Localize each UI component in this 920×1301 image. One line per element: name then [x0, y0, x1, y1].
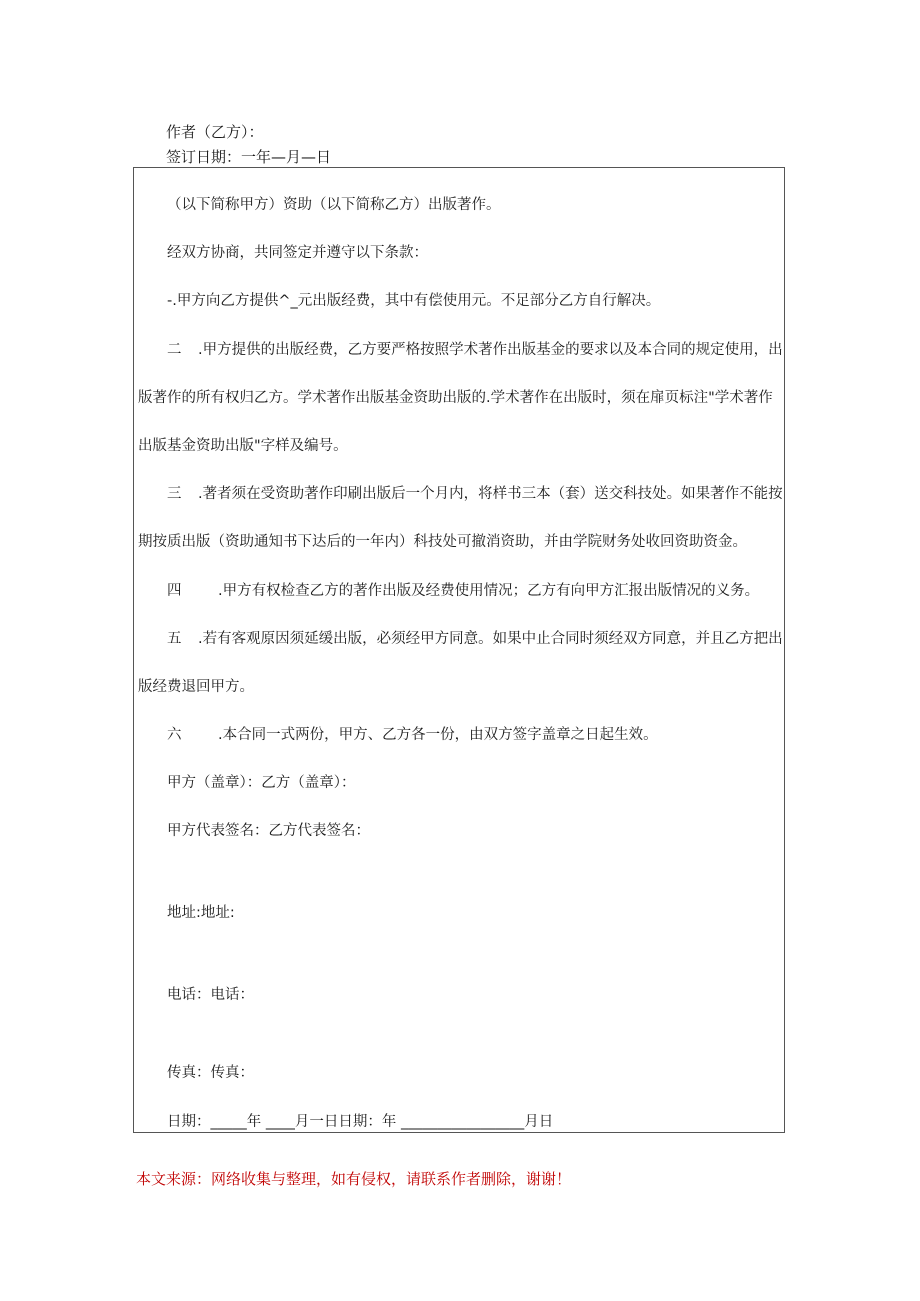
clause-5-number: 五 — [167, 631, 182, 647]
clause-3-line-1: .著者须在受资助著作印刷出版后一个月内，将样书三本（套）送交科技处。如果著作不能按 — [198, 486, 783, 502]
clause-4-number: 四 — [167, 583, 182, 599]
clause-5-line-1: .若有客观原因须延缓出版，必须经甲方同意。如果中止合同时须经双方同意，并且乙方把出 — [198, 631, 783, 647]
clause-1: -.甲方向乙方提供^_元出版经费，其中有偿使用元。不足部分乙方自行解决。 — [167, 293, 661, 309]
contract-box — [133, 167, 785, 1133]
date-line: 日期：_____年 ____月一日日期：年 _________________月日 — [167, 1114, 554, 1130]
seal-line: 甲方（盖章）：乙方（盖章）： — [167, 775, 356, 791]
phone-line: 电话：电话： — [167, 987, 254, 1003]
clause-2-number: 二 — [167, 342, 182, 358]
clause-2-line-3: 出版基金资助出版"字样及编号。 — [138, 438, 348, 454]
source-notice: 本文来源：网络收集与整理，如有侵权，请联系作者删除，谢谢！ — [136, 1170, 572, 1188]
clause-5-line-2: 版经费退回甲方。 — [138, 679, 254, 695]
clause-3-line-2: 期按质出版（资助通知书下达后的一年内）科技处可撤消资助，并由学院财务处收回资助资金。 — [138, 534, 747, 550]
clause-2-line-1: .甲方提供的出版经费，乙方要严格按照学术著作出版基金的要求以及本合同的规定使用，出 — [198, 342, 783, 358]
representative-line: 甲方代表签名：乙方代表签名： — [167, 823, 370, 839]
intro-text: （以下简称甲方）资助（以下简称乙方）出版著作。 — [167, 197, 501, 213]
clause-2-line-2: 版著作的所有权归乙方。学术著作出版基金资助出版的.学术著作在出版时，须在扉页标注"学术著作 — [138, 390, 773, 406]
fax-line: 传真：传真： — [167, 1065, 254, 1081]
signing-date-line: 签订日期：一年—月—日 — [166, 148, 332, 166]
clause-6-line-1: .本合同一式两份，甲方、乙方各一份，由双方签字盖章之日起生效。 — [218, 727, 658, 743]
clause-6-number: 六 — [167, 727, 182, 743]
author-line: 作者（乙方）： — [166, 123, 264, 141]
clause-3-number: 三 — [167, 486, 182, 502]
agreement-text: 经双方协商，共同签定并遵守以下条款： — [167, 245, 428, 261]
address-line: 地址:地址: — [167, 905, 235, 921]
clause-4-line-1: .甲方有权检查乙方的著作出版及经费使用情况；乙方有向甲方汇报出版情况的义务。 — [218, 583, 760, 599]
